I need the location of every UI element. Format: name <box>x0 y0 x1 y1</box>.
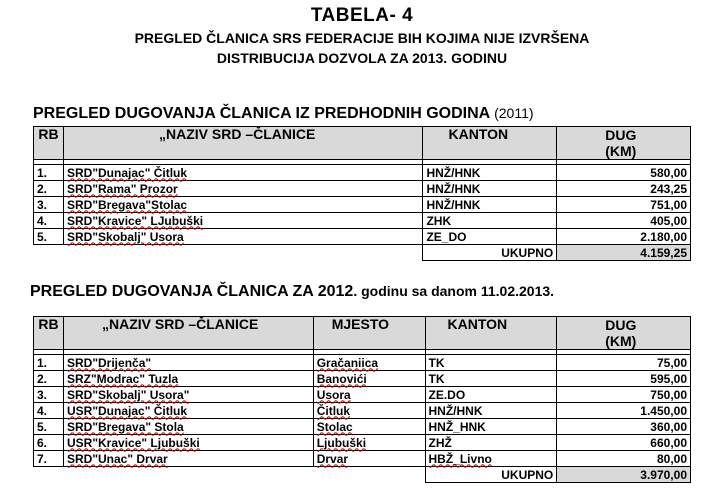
total-empty <box>63 245 422 261</box>
table-row <box>34 435 691 451</box>
row-dug: 75,00 <box>557 355 691 371</box>
table-row <box>34 355 691 371</box>
subtitle-line-1: PREGLED ČLANICA SRS FEDERACIJE BIH KOJIMA NIJE IZVRŠENA <box>134 30 590 46</box>
total-value: 3.970,00 <box>557 467 691 483</box>
row-kanton: ZHŽ <box>425 435 557 451</box>
section2-heading <box>30 283 554 301</box>
header-naziv: „NAZIV SRD –ČLANICE <box>63 317 313 350</box>
row-kanton: ZHK <box>423 213 557 229</box>
header-dug-unit: (KM) <box>605 143 637 159</box>
row-naziv: SRD"Skobalj" Usora <box>63 229 422 245</box>
row-naziv: USR"Dunajac" Čitluk <box>63 403 313 419</box>
row-mjesto: Ljubuški <box>313 435 425 451</box>
row-mjesto: Banovići <box>313 371 425 387</box>
total-empty <box>63 467 313 483</box>
row-rb: 5. <box>34 229 64 245</box>
row-kanton: HNŽ/HNK <box>423 165 557 181</box>
total-value: 4.159,25 <box>557 245 691 261</box>
section1-heading-year: (2011) <box>490 105 534 121</box>
table-row <box>34 229 691 245</box>
row-rb: 4. <box>34 403 64 419</box>
row-mjesto: Gračaniica <box>313 355 425 371</box>
row-dug: 405,00 <box>557 213 691 229</box>
row-kanton: TK <box>425 355 557 371</box>
table-row <box>34 181 691 197</box>
row-kanton: HNŽ/HNK <box>423 181 557 197</box>
row-naziv: SRD"Kravice" LJubuški <box>63 213 422 229</box>
row-naziv: SRD"Bregava" Stola <box>63 419 313 435</box>
table-row <box>34 387 691 403</box>
section1-heading <box>33 105 534 123</box>
row-kanton: HBŽ_Livno <box>425 451 557 467</box>
table-row <box>34 403 691 419</box>
debt-table-2012 <box>33 316 691 483</box>
row-rb: 1. <box>34 355 64 371</box>
table-header-row <box>34 317 691 350</box>
row-rb: 6. <box>34 435 64 451</box>
total-label: UKUPNO <box>423 245 557 261</box>
row-dug: 1.450,00 <box>557 403 691 419</box>
row-naziv: SRD"Skobalj" Usora" <box>63 387 313 403</box>
table-row <box>34 197 691 213</box>
row-kanton: TK <box>425 371 557 387</box>
row-rb: 5. <box>34 419 64 435</box>
row-naziv: SRD"Dunajac" Čitluk <box>63 165 422 181</box>
header-dug-label: DUG <box>605 127 637 143</box>
header-kanton: KANTON <box>425 317 557 350</box>
row-rb: 4. <box>34 213 64 229</box>
row-naziv: SRD"Rama" Prozor <box>63 181 422 197</box>
section2-heading-date: . godinu sa danom 11.02.2013. <box>353 283 555 299</box>
row-rb: 7. <box>34 451 64 467</box>
header-mjesto: MJESTO <box>313 317 425 350</box>
row-rb: 2. <box>34 371 64 387</box>
row-mjesto: Usora <box>313 387 425 403</box>
header-dug-label: DUG <box>605 317 637 333</box>
row-mjesto: Čitluk <box>313 403 425 419</box>
row-dug: 660,00 <box>557 435 691 451</box>
total-row <box>34 245 691 261</box>
row-dug: 750,00 <box>557 387 691 403</box>
header-rb: RB <box>34 317 64 350</box>
row-naziv: SRD"Bregava"Stolac <box>63 197 422 213</box>
row-dug: 2.180,00 <box>557 229 691 245</box>
section2-heading-bold: PREGLED DUGOVANJA ČLANICA ZA 2012 <box>30 283 354 300</box>
row-kanton: ZE.DO <box>425 387 557 403</box>
total-empty <box>34 467 64 483</box>
total-empty <box>34 245 64 261</box>
table-row <box>34 165 691 181</box>
row-kanton: HNŽ/HNK <box>423 197 557 213</box>
page-title: TABELA- 4 <box>310 5 414 26</box>
section1-heading-bold: PREGLED DUGOVANJA ČLANICA IZ PREDHODNIH GODINA <box>33 105 491 122</box>
table-header-row <box>34 127 691 160</box>
subtitle-line-2: DISTRIBUCIJA DOZVOLA ZA 2013. GODINU <box>216 50 508 66</box>
row-kanton: HNŽ/HNK <box>425 403 557 419</box>
header-dug <box>557 127 691 160</box>
total-row <box>34 467 691 483</box>
row-rb: 1. <box>34 165 64 181</box>
row-naziv: SRD"Unac" Drvar <box>63 451 313 467</box>
debt-table-previous-years <box>33 126 691 261</box>
header-kanton: KANTON <box>423 127 557 160</box>
header-naziv: „NAZIV SRD –ČLANICE <box>63 127 422 160</box>
row-naziv: SRZ"Modrac" Tuzla <box>63 371 313 387</box>
row-dug: 360,00 <box>557 419 691 435</box>
row-dug: 751,00 <box>557 197 691 213</box>
table-row <box>34 213 691 229</box>
row-naziv: USR"Kravice" Ljubuški <box>63 435 313 451</box>
row-kanton: HNŽ_HNK <box>425 419 557 435</box>
row-mjesto: Drvar <box>313 451 425 467</box>
table-row <box>34 371 691 387</box>
row-dug: 595,00 <box>557 371 691 387</box>
total-label: UKUPNO <box>425 467 557 483</box>
row-rb: 3. <box>34 197 64 213</box>
total-empty <box>313 467 425 483</box>
row-dug: 80,00 <box>557 451 691 467</box>
row-rb: 2. <box>34 181 64 197</box>
row-naziv: SRD"Drijenča" <box>63 355 313 371</box>
header-dug-unit: (KM) <box>605 333 637 349</box>
row-rb: 3. <box>34 387 64 403</box>
row-dug: 580,00 <box>557 165 691 181</box>
header-dug <box>557 317 691 350</box>
table-row <box>34 419 691 435</box>
header-rb: RB <box>34 127 64 160</box>
row-mjesto: Stolac <box>313 419 425 435</box>
row-kanton: ZE_DO <box>423 229 557 245</box>
row-dug: 243,25 <box>557 181 691 197</box>
table-row <box>34 451 691 467</box>
